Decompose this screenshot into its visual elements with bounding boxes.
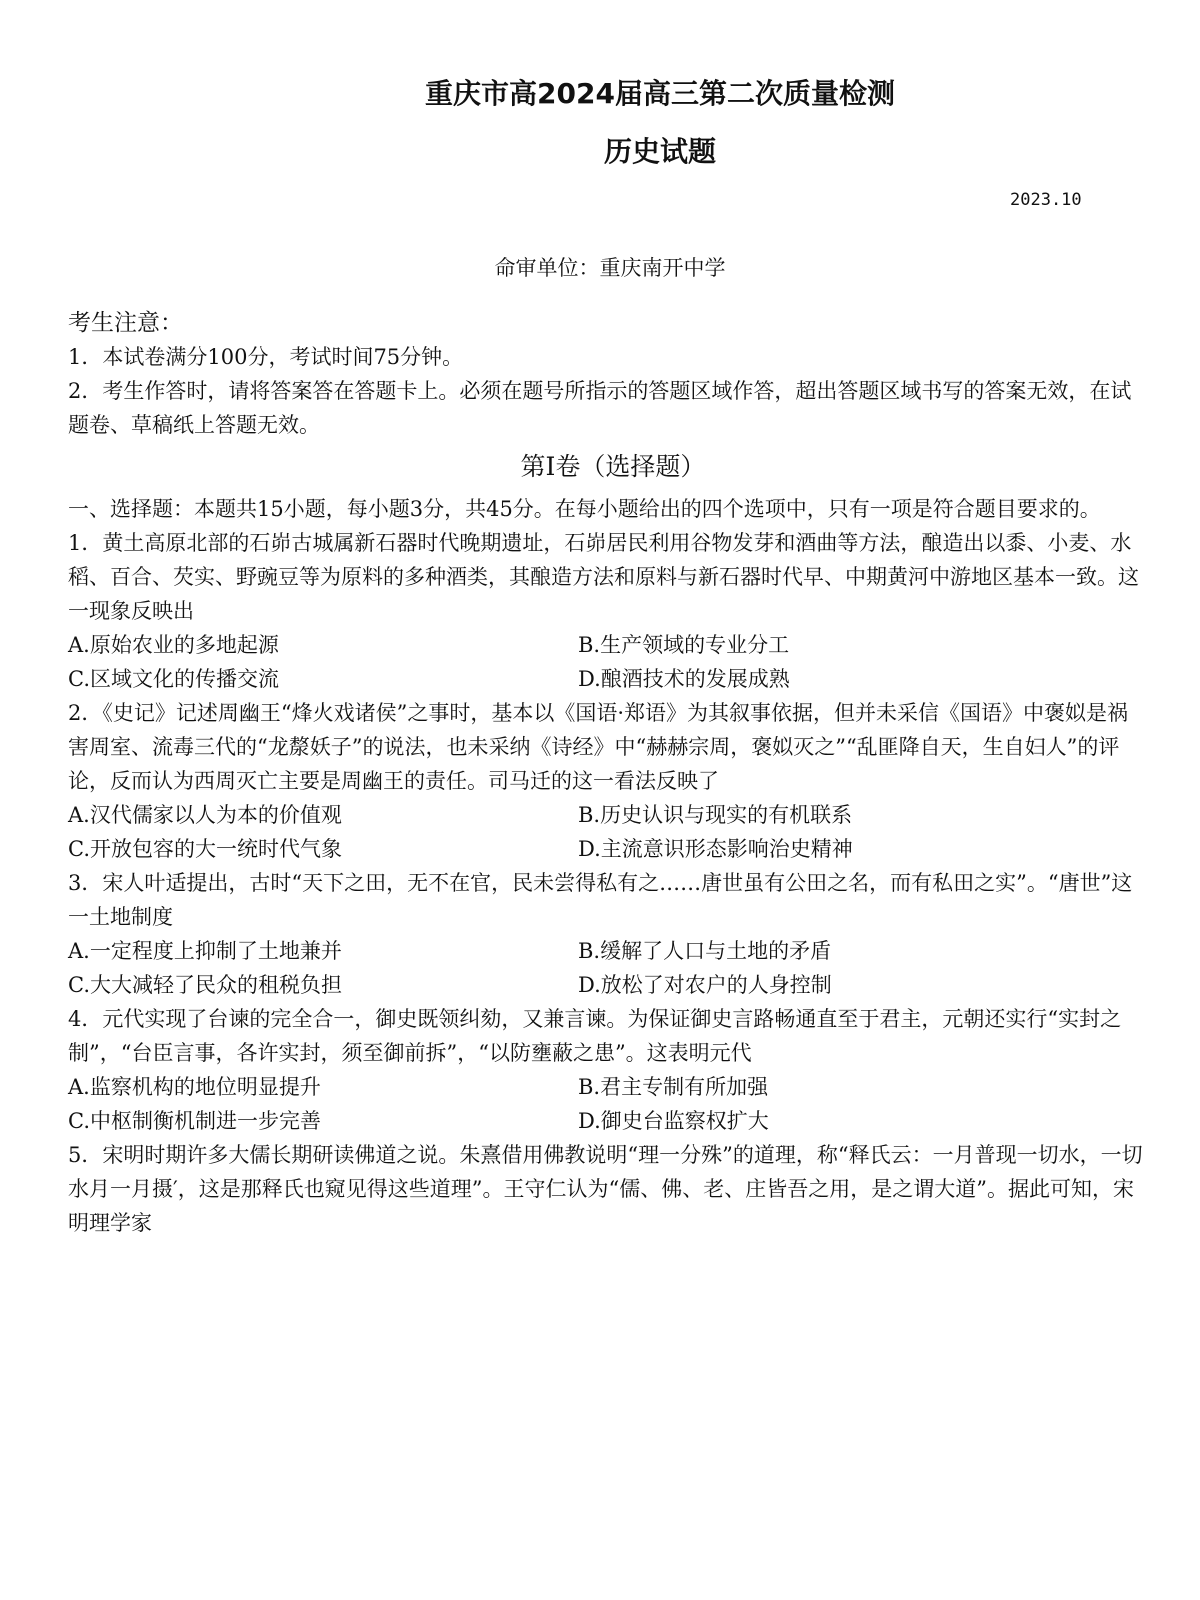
question-3 xyxy=(68,866,1148,1002)
option-a: A.汉代儒家以人为本的价值观 xyxy=(68,803,342,827)
option-list xyxy=(68,1070,1148,1138)
option-d: D.御史台监察权扩大 xyxy=(578,1109,769,1133)
question-4 xyxy=(68,1002,1148,1138)
question-stem: 2．《史记》记述周幽王“烽火戏诸侯”之事时，基本以《国语·郑语》为其叙事依据，但并未采信《国语》中褒姒是祸害周室、流毒三代的“龙漦妖子”的说法，也未采纳《诗经》中“赫赫宗周，褒姒灭之”“乱匪降自天，生自妇人”的评论，反而认为西周灭亡主要是周幽王的责任。司马迁的这一看法反映了 xyxy=(68,701,1129,793)
option-b: B.缓解了人口与土地的矛盾 xyxy=(578,939,832,963)
option-a: A.一定程度上抑制了土地兼并 xyxy=(68,939,342,963)
option-c: C.区域文化的传播交流 xyxy=(68,667,279,691)
question-stem: 5．宋明时期许多大儒长期研读佛道之说。朱熹借用佛教说明“理一分殊”的道理，称“释氏云：一月普现一切水，一切水月一月摄′，这是那释氏也窥见得这些道理”。王守仁认为“儒、佛、老、庄皆吾之用，是之谓大道”。据此可知，宋明理学家 xyxy=(68,1143,1143,1235)
option-a: A.监察机构的地位明显提升 xyxy=(68,1075,321,1099)
subject-title: 历史试题 xyxy=(603,135,716,168)
exam-body xyxy=(68,306,1148,1240)
setting-unit: 命审单位：重庆南开中学 xyxy=(494,256,726,280)
option-a: A.原始农业的多地起源 xyxy=(68,633,279,657)
exam-date: 2023.10 xyxy=(1010,190,1082,210)
question-stem: 4．元代实现了台谏的完全合一，御史既领纠劾，又兼言谏。为保证御史言路畅通直至于君主，元朝还实行“实封之制”，“台臣言事，各许实封，须至御前拆”，“以防壅蔽之患”。这表明元代 xyxy=(68,1007,1122,1065)
section-instruction: 一、选择题：本题共15小题，每小题3分，共45分。在每小题给出的四个选项中，只有一项是符合题目要求的。 xyxy=(68,497,1101,521)
option-list xyxy=(68,628,1148,696)
option-b: B.君主专制有所加强 xyxy=(578,1075,769,1099)
notice-heading: 考生注意： xyxy=(68,310,183,336)
notice-item: 2．考生作答时，请将答案答在答题卡上。必须在题号所指示的答题区域作答，超出答题区域书写的答案无效，在试题卷、草稿纸上答题无效。 xyxy=(68,379,1132,437)
option-d: D.酿酒技术的发展成熟 xyxy=(578,667,790,691)
option-c: C.中枢制衡机制进一步完善 xyxy=(68,1109,321,1133)
question-stem: 1．黄土高原北部的石峁古城属新石器时代晚期遗址，石峁居民利用谷物发芽和酒曲等方法，酿造出以黍、小麦、水稻、百合、芡实、野豌豆等为原料的多种酒类，其酿造方法和原料与新石器时代早、中期黄河中游地区基本一致。这一现象反映出 xyxy=(68,531,1139,623)
option-b: B.历史认识与现实的有机联系 xyxy=(578,803,853,827)
option-list xyxy=(68,934,1148,1002)
option-list xyxy=(68,798,1148,866)
option-c: C.开放包容的大一统时代气象 xyxy=(68,837,342,861)
question-1 xyxy=(68,526,1148,696)
exam-title: 重庆市高2024届高三第二次质量检测 xyxy=(425,77,895,110)
section-title: 第Ⅰ卷（选择题） xyxy=(520,452,706,481)
option-b: B.生产领域的专业分工 xyxy=(578,633,790,657)
question-5 xyxy=(68,1138,1148,1240)
option-c: C.大大减轻了民众的租税负担 xyxy=(68,973,342,997)
notice-item: 1．本试卷满分100分，考试时间75分钟。 xyxy=(68,345,464,369)
option-d: D.放松了对农户的人身控制 xyxy=(578,973,832,997)
question-2 xyxy=(68,696,1148,866)
question-stem: 3．宋人叶适提出，古时“天下之田，无不在官，民未尝得私有之……唐世虽有公田之名，而有私田之实”。“唐世”这一土地制度 xyxy=(68,871,1133,929)
option-d: D.主流意识形态影响治史精神 xyxy=(578,837,853,861)
